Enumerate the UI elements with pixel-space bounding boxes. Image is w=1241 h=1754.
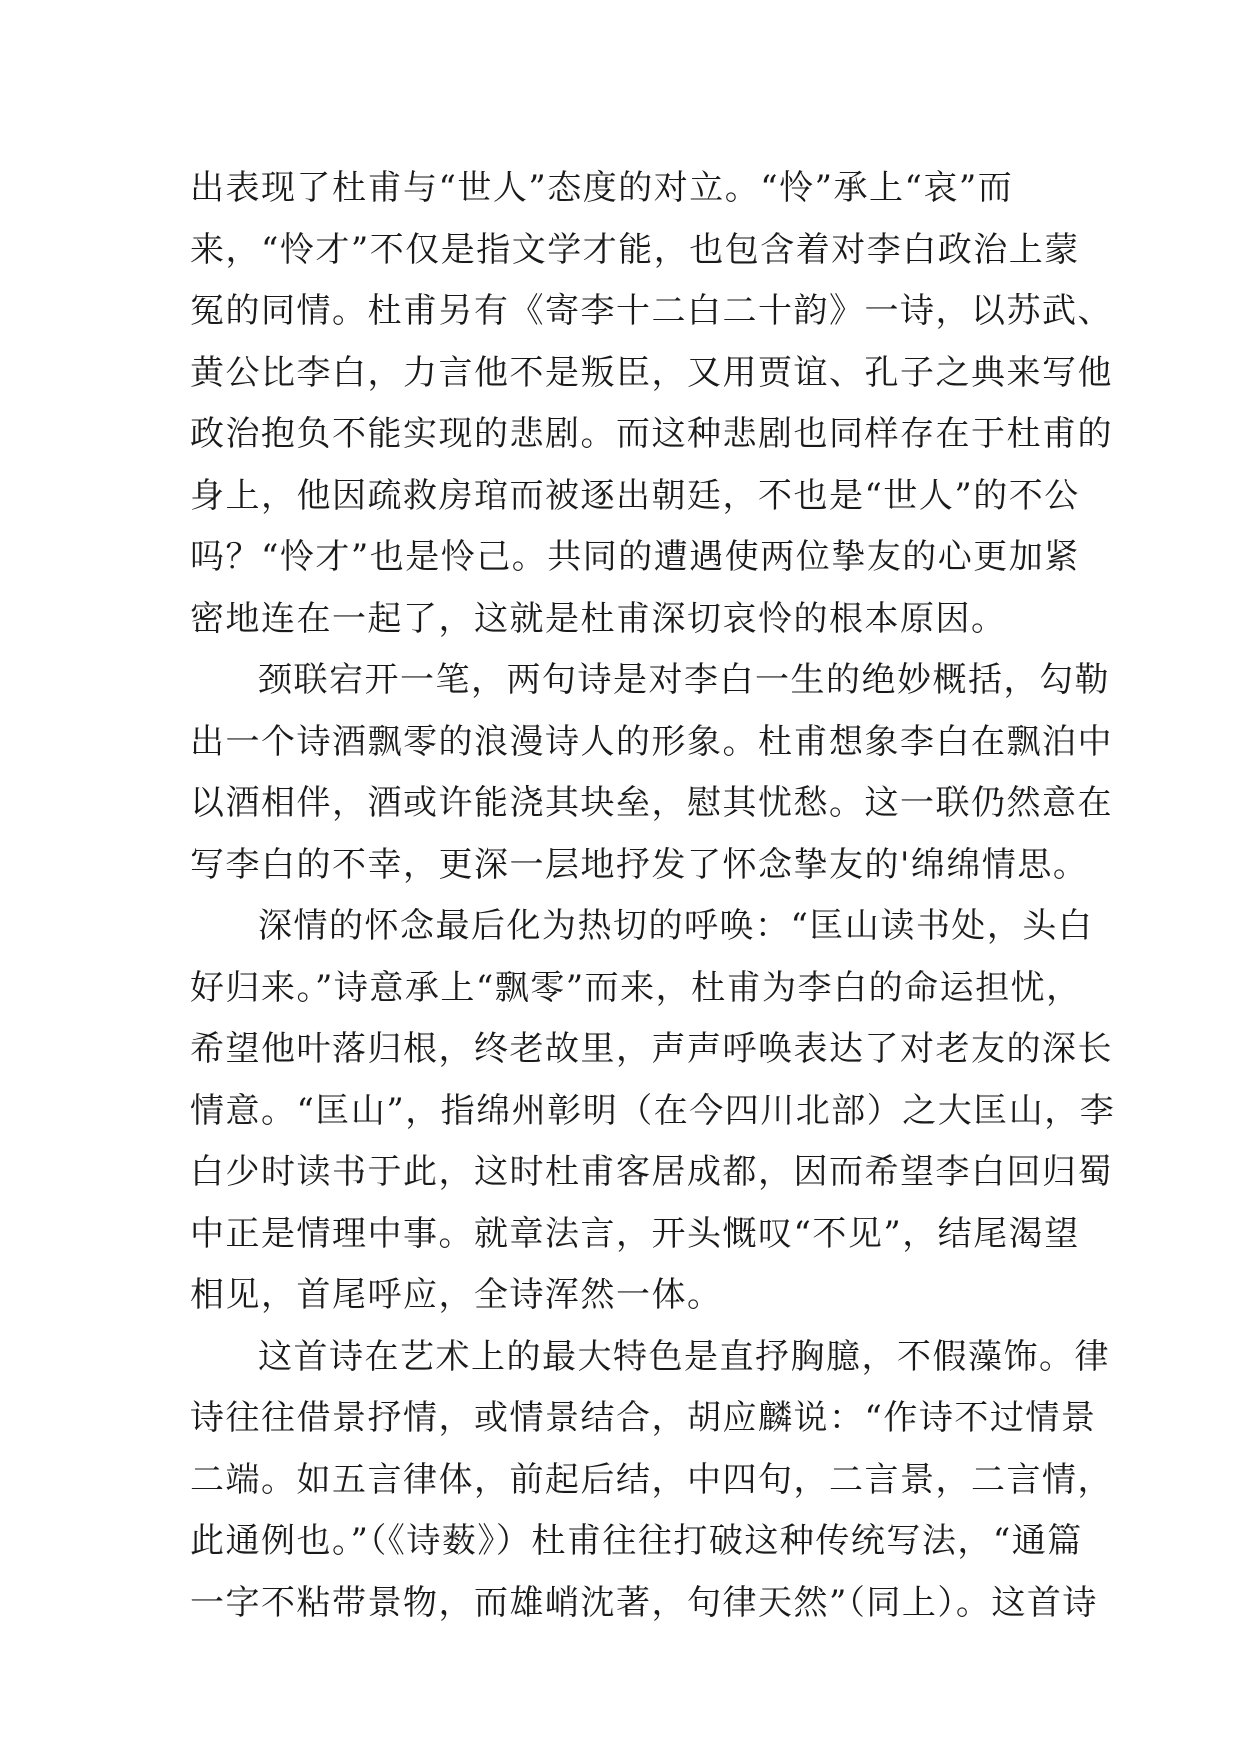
document-body — [190, 158, 1116, 1634]
text-line: 深情的怀念最后化为热切的呼唤：“匡山读书处，头白 — [258, 906, 1094, 946]
text-line: 吗？“怜才”也是怜己。共同的遭遇使两位挚友的心更加紧 — [190, 537, 1080, 577]
text-line: 这首诗在艺术上的最大特色是直抒胸臆，不假藻饰。律 — [258, 1336, 1110, 1377]
paragraph-4 — [190, 1327, 1113, 1635]
paragraph-3 — [190, 896, 1116, 1327]
text-line: 出一个诗酒飘零的浪漫诗人的形象。杜甫想象李白在飘泊中 — [190, 721, 1113, 762]
paragraph-2 — [190, 650, 1113, 896]
text-line: 诗往往借景抒情，或情景结合，胡应麟说：“作诗不过情景 — [190, 1398, 1097, 1438]
text-line: 一字不粘带景物，而雄峭沈著，句律天然”（同上）。这首诗 — [190, 1582, 1098, 1623]
text-line: 写李白的不幸，更深一层地抒发了怀念挚友的'绵绵情思。 — [190, 844, 1089, 885]
text-line: 来，“怜才”不仅是指文学才能，也包含着对李白政治上蒙 — [190, 229, 1080, 270]
paragraph-1 — [190, 158, 1113, 650]
text-line: 密地连在一起了，这就是杜甫深切哀怜的根本原因。 — [190, 598, 1007, 639]
text-line: 好归来。”诗意承上“飘零”而来，杜甫为李白的命运担忧， — [190, 967, 1082, 1008]
text-line: 情意。“匡山”，指绵州彰明（在今四川北部）之大匡山，李 — [190, 1090, 1116, 1131]
text-line: 出表现了杜甫与“世人”态度的对立。“怜”承上“哀”而 — [190, 168, 1014, 208]
text-line: 冤的同情。杜甫另有《寄李十二白二十韵》一诗，以苏武、 — [190, 291, 1113, 331]
text-line: 二端。如五言律体，前起后结，中四句，二言景，二言情， — [190, 1459, 1113, 1500]
text-line: 颈联宕开一笔，两句诗是对李白一生的绝妙概括，勾勒 — [258, 660, 1110, 700]
text-line: 政治抱负不能实现的悲剧。而这种悲剧也同样存在于杜甫的 — [190, 414, 1113, 454]
text-line: 希望他叶落归根，终老故里，声声呼唤表达了对老友的深长 — [190, 1029, 1113, 1069]
text-line: 中正是情理中事。就章法言，开头慨叹“不见”，结尾渴望 — [190, 1213, 1080, 1254]
text-line: 以酒相伴，酒或许能浇其块垒，慰其忧愁。这一联仍然意在 — [190, 783, 1113, 823]
text-line: 身上，他因疏救房琯而被逐出朝廷，不也是“世人”的不公 — [190, 475, 1080, 516]
text-line: 白少时读书于此，这时杜甫客居成都，因而希望李白回归蜀 — [190, 1152, 1113, 1192]
text-line: 黄公比李白，力言他不是叛臣，又用贾谊、孔子之典来写他 — [190, 352, 1113, 393]
text-line: 相见，首尾呼应，全诗浑然一体。 — [190, 1275, 723, 1315]
text-line: 此通例也。”（《诗薮》）杜甫往往打破这种传统写法，“通篇 — [190, 1521, 1083, 1561]
